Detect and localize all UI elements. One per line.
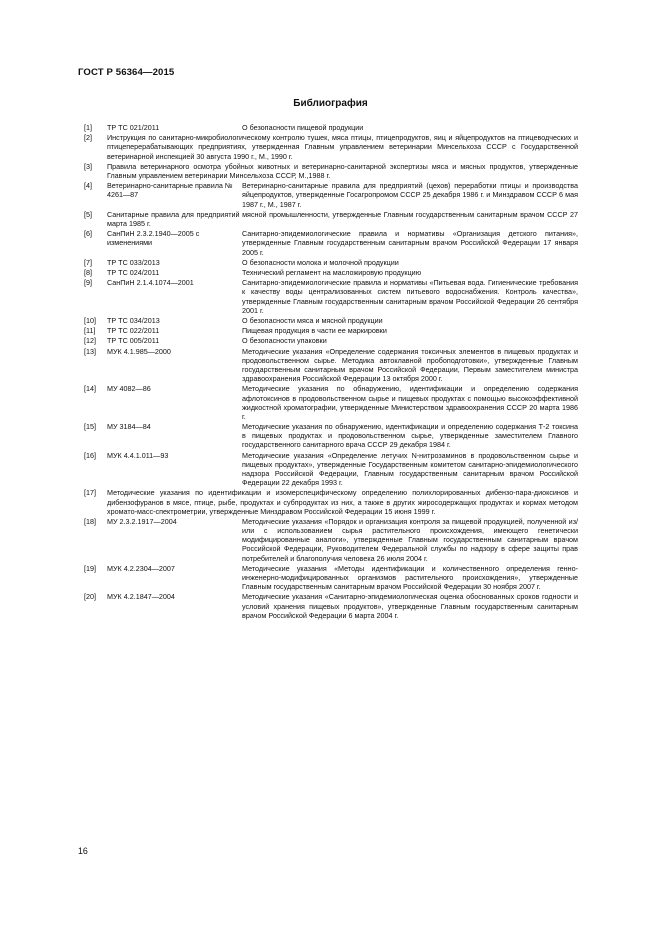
reference-text: Методические указания «Определение летучих N-нитрозаминов в продовольственном сырье и пищевых продуктах», утвержденные Государственным комитетом санитарно-эпидемиологического надзора Российской Федерации, Главным государственным санитарным врачом Российской Федерации 22 декабря 1993 г. [242,450,578,488]
reference-number: [4] [84,181,92,191]
reference-code: МУК 4.2.1847—2004 [107,592,175,602]
reference-text: Санитарно-эпидемиологические правила и нормативы «Питьевая вода. Гигиенические требования к качеству воды централизованных систем питьевого водоснабжения. Контроль качества», утвержденные Главным государственным санитарным врачом Российской Федерации 26 сентября 2001 г. [242,278,578,315]
reference-number: [9] [84,278,92,288]
reference-number: [12] [84,336,96,346]
reference-item [84,517,578,563]
reference-item [84,384,578,421]
reference-text: Инструкция по санитарно-микробиологическому контролю тушек, мяса птицы, птицепродуктов, яиц и яйцепродуктов на птицеводческих и птицеперерабатывающих предприятиях, утвержденная Главным управлением ветеринарии Минсельхоза СССР с Государственной ветеринарной инспекцией 30 августа 1990 г., М., 1990 г. [107,133,578,161]
page-number: 16 [78,846,88,856]
reference-number: [20] [84,592,96,602]
reference-code: МУК 4.1.985—2000 [107,346,171,356]
reference-text: О безопасности мяса и мясной продукции [242,315,383,325]
reference-item [84,451,578,488]
reference-number: [11] [84,326,96,336]
reference-item [84,564,578,591]
reference-code: МУК 4.2.2304—2007 [107,563,175,573]
reference-item [84,210,578,228]
reference-code: ТР ТС 021/2011 [107,123,160,132]
reference-number: [15] [84,422,96,432]
reference-item [84,133,578,160]
reference-text: Методические указания по идентификации и изомерспецифическому определению полихлорированных дибензо-пара-диоксинов и дибензофуранов в мясе, птице, рыбе, продуктах и субпродуктах из них, а также в других жиросодержащих продуктах и кормах методом хромато-масс-спектрометрии, утвержденные Минздравом Российской Федерации 15 июня 1999 г. [107,488,578,516]
page-title: Библиография [293,98,368,109]
reference-text: Методические указания по обнаружению, идентификации и определению содержания афлотоксинов в продовольственном сырье и пищевых продуктах с помощью высокоэффективной жидкостной хроматографии, утвержденные Министерством здравоохранения СССР 20 марта 1986 г. [242,384,578,421]
reference-text: Санитарные правила для предприятий мясной промышленности, утвержденные Главным государственным санитарным врачом СССР 27 марта 1985 г. [107,209,578,228]
reference-item [84,347,578,384]
reference-code: МУ 2.3.2.1917—2004 [107,517,177,526]
reference-item [84,278,578,315]
reference-code: ТР ТС 022/2011 [107,326,160,336]
bibliography-list [84,123,578,621]
reference-code: МУ 4082—86 [107,384,151,394]
reference-number: [8] [84,268,92,277]
reference-number: [6] [84,229,92,239]
reference-text: Технический регламент на масложировую продукцию [242,268,422,277]
reference-code: СанПиН 2.1.4.1074—2001 [107,278,194,288]
reference-item [84,592,578,619]
reference-text: Санитарно-эпидемиологические правила и нормативы «Организация детского питания», утвержденные Главным государственным санитарным врачом Российской Федерации 17 января 2005 г. [242,229,578,257]
reference-text: Методические указания по обнаружению, идентификации и определению содержания Т-2 токсина в пищевых продуктах и продовольственном сырье, утвержденные заместителем Главного государственного санитарного врача СССР 29 декабря 1984 г. [242,422,578,450]
reference-item [84,316,578,325]
reference-number: [17] [84,488,96,498]
reference-code: ТР ТС 024/2011 [107,268,160,277]
reference-code: Ветеринарно-санитарные правила № 4261—87 [107,181,233,200]
reference-code: ТР ТС 034/2013 [107,315,160,325]
reference-item [84,229,578,256]
reference-text: Пищевая продукция в части ее маркировки [242,326,387,336]
reference-number: [2] [84,133,92,143]
reference-item [84,258,578,267]
reference-number: [18] [84,517,96,526]
reference-code: МУ 3184—84 [107,422,151,432]
reference-code: СанПиН 2.3.2.1940—2005 с изменениями [107,229,200,248]
reference-code: ТР ТС 005/2011 [107,336,160,346]
reference-text: Правила ветеринарного осмотра убойных животных и ветеринарно-санитарной экспертизы мяса и мясных продуктов, утвержденные Главным управлением ветеринарии Минсельхоза СССР, М.,1988 г. [107,161,578,180]
reference-code: ТР ТС 033/2013 [107,257,160,267]
reference-code: МУК 4.4.1.011—93 [107,450,169,460]
reference-item [84,181,578,208]
reference-text: О безопасности упаковки [242,336,327,346]
reference-number: [10] [84,315,96,325]
reference-item [84,326,578,335]
reference-number: [19] [84,563,96,573]
reference-number: [1] [84,123,92,132]
reference-item [84,336,578,345]
reference-number: [13] [84,346,96,356]
reference-item [84,422,578,449]
reference-number: [7] [84,257,92,267]
reference-number: [5] [84,209,92,219]
reference-text: Методические указания «Санитарно-эпидемиологическая оценка обоснованных сроков годности и условий хранения пищевых продуктов», утвержденные Главным государственным санитарным врачом Российской Федерации 6 марта 2004 г. [242,592,578,620]
reference-item [84,162,578,180]
reference-number: [3] [84,161,92,171]
reference-text: О безопасности пищевой продукции [242,123,364,132]
reference-text: Методические указания «Порядок и организация контроля за пищевой продукцией, полученной из/или с использованием сырья растительного происхождения, имеющего генетически модифицированные аналоги», утвержденные Главным государственным санитарным врачом Российской Федерации, Руководителем Федеральной службы по надзору в сфере защиты прав потребителей и благополучия человека 26 июля 2004 г. [242,517,578,563]
reference-text: Ветеринарно-санитарные правила для предприятий (цехов) переработки птицы и производства яйцепродуктов, утвержденные Госагропромом СССР 25 декабря 1986 г. и Минздравом СССР 6 мая 1987 г., М., 1987 г. [242,181,578,209]
reference-number: [16] [84,450,96,460]
reference-item [84,488,578,515]
reference-number: [14] [84,384,96,394]
reference-text: О безопасности молока и молочной продукции [242,257,399,267]
reference-item [84,123,578,132]
standard-designation: ГОСТ Р 56364—2015 [78,67,175,78]
reference-text: Методические указания «Методы идентификации и количественного определения генно-инженерно-модифицированных организмов растительного происхождения», утвержденные Главным государственным санитарным врачом Российской Федерации 30 ноября 2007 г. [242,563,578,592]
reference-item [84,268,578,277]
reference-text: Методические указания «Определение содержания токсичных элементов в пищевых продуктах и продовольственном сырье. Методика автоклавной пробоподготовки», утвержденные Главным государственным санитарным врачом Российской Федерации, Первым заместителем министра здравоохранения Российской Федерации 13 октября 2000 г. [242,346,578,384]
